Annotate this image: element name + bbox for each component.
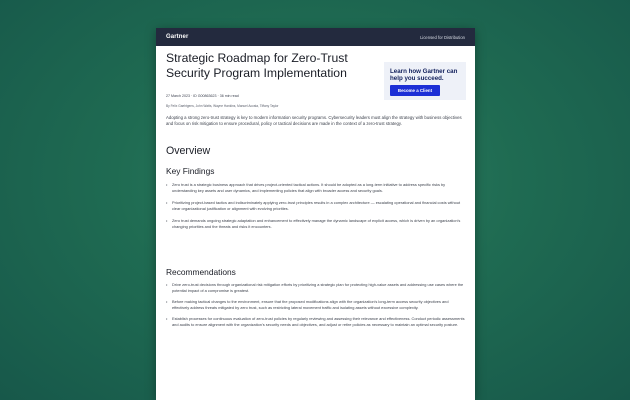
list-item: • Zero trust demands ongoing strategic adaptation and enhancement to effectively manage the dynamic landscape of explicit access, which is driven by an organization's changing priorities and the threats and risks it encounters. <box>166 218 466 231</box>
document-title: Strategic Roadmap for Zero-Trust Security Program Implementation <box>166 51 348 80</box>
overview-heading: Overview <box>166 145 211 157</box>
key-findings-heading: Key Findings <box>166 166 215 176</box>
recommendations-heading: Recommendations <box>166 267 236 277</box>
document-authors: By Felix Gaehtgens, John Watts, Wayne Hankins, Manuel Acosta, Tiffany Taylor <box>166 104 279 108</box>
gartner-logo[interactable]: Gartner <box>166 34 189 40</box>
document-header-bar <box>156 28 475 46</box>
list-item: • Before making tactical changes to the environment, ensure that the proposed modifications align with the organization's long-term access security objectives and effectively address threats mitigated by zero trust, such as restricting lateral movement traffic and isolating assets without excessive complexity. <box>166 299 466 312</box>
list-item: • Establish processes for continuous evaluation of zero-trust policies by regularly reviewing and assessing their relevance and effectiveness. Conduct periodic assessments and audits to ensure alignment with the organization's security needs and objectives, and adjust or retire policies as necessary to maintain an optimal security posture. <box>166 316 466 329</box>
intro-paragraph: Adopting a strong zero-trust strategy is key to modern information security programs. Cybersecurity leaders must align the strategy with business objectives and focus on risk mitigation to ensure procedural, policy or tactical decisions are made in the context of a zero-trust strategy. <box>166 115 462 127</box>
recommendations-list <box>166 282 466 332</box>
document-meta: 27 March 2023 · ID G00863623 · 36 min read <box>166 94 239 98</box>
list-item: • Zero trust is a strategic business approach that drives project-oriented tactical actions. It should be adopted as a long-term initiative to address specific risks by understanding key assets and user dynamics, and implementing policies that align with broader access and security goals. <box>166 182 466 195</box>
key-findings-list <box>166 182 466 235</box>
client-cta-box <box>384 62 466 100</box>
list-item: • Prioritizing project-based tactics and indiscriminately applying zero-trust principles results in a complex architecture — escalating operational and financial costs without clear organizational justification or alignment with evolving priorities. <box>166 200 466 213</box>
license-label: Licensed for Distribution <box>420 34 465 40</box>
list-item: • Drive zero-trust decisions through organizational risk mitigation efforts by prioritizing a strategic plan for protecting high-value assets and addressing use cases where the potential impact of a compromise is greatest. <box>166 282 466 295</box>
become-client-button[interactable]: Become a Client <box>390 85 440 96</box>
cta-text: Learn how Gartner can help you succeed. <box>390 68 458 83</box>
document-page <box>156 28 475 400</box>
